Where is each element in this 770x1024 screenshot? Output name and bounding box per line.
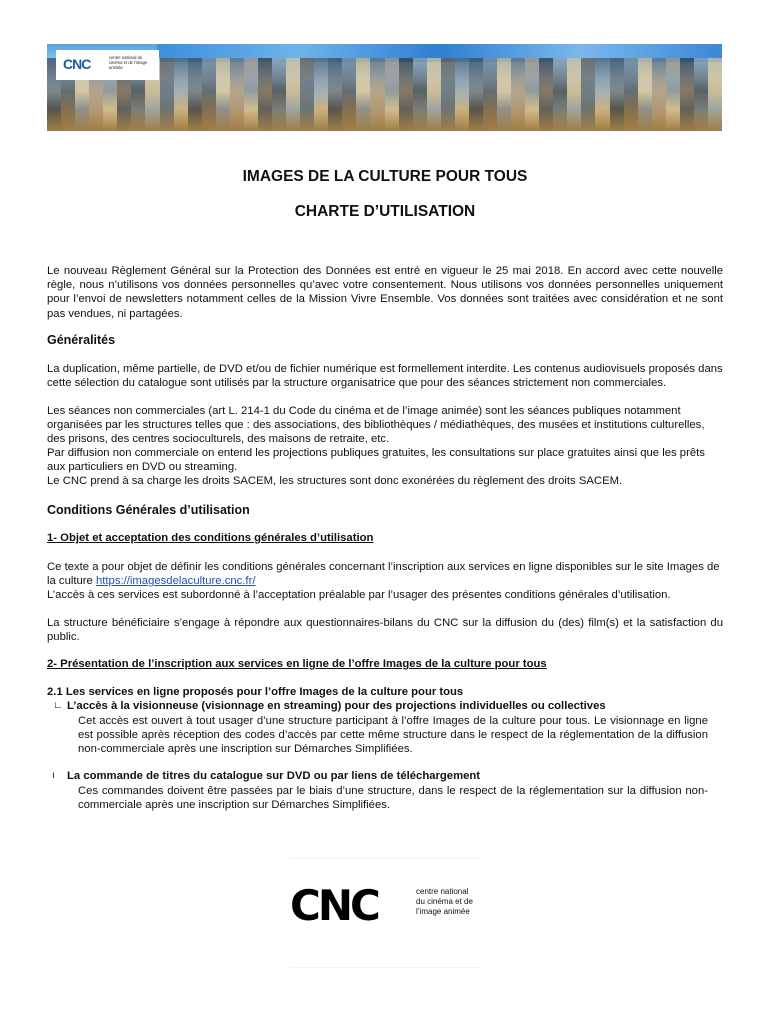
banner-strip-cell [525,58,539,131]
bullet-2-title: La commande de titres du catalogue sur DVD ou par liens de téléchargement [67,770,481,782]
section-1-p2: L’accès à ces services est subordonné à l’acceptation préalable par l’usager des présentes conditions générales d’utilisation. [47,589,671,601]
generalites-p4: Le CNC prend à sa charge les droits SACEM, les structures sont donc exonérées du règlement des droits SACEM. [47,475,623,487]
banner-strip-cell [188,58,202,131]
banner-strip-cell [399,58,413,131]
banner-strip-cell [539,58,553,131]
generalites-heading: Généralités [47,333,116,347]
banner-strip-cell [638,58,652,131]
banner-strip-cell [581,58,595,131]
banner-strip-cell [441,58,455,131]
cnc-logo [56,50,159,80]
logo-text: CNC [63,56,91,72]
banner-strip-cell [624,58,638,131]
footer-logo-subtitle [416,887,473,917]
banner-strip-cell [511,58,525,131]
banner-strip-cell [694,58,708,131]
banner-strip-cell [497,58,511,131]
banner-strip-cell [680,58,694,131]
page-title: IMAGES DE LA CULTURE POUR TOUS [242,168,528,185]
bullet-2-marker: ı [52,770,55,781]
bullet-2-text: Ces commandes doivent être passées par le biais d’une structure, dans le respect de la réglementation sur la diffusion non-commerciale après une inscription sur Démarches Simplifiées. [78,785,708,812]
banner-strip-cell [567,58,581,131]
banner-strip-cell [455,58,469,131]
images-culture-link[interactable]: https://imagesdelaculture.cnc.fr/ [95,575,256,588]
section-1-p1 [47,560,723,588]
footer-logo-line-2: du cinéma et de [416,897,473,906]
banner-strip-cell [174,58,188,131]
banner-strip-cell [595,58,609,131]
banner-strip-cell [342,58,356,131]
intro-paragraph: Le nouveau Règlement Général sur la Protection des Données est entré en vigueur le 25 mai 2018. En accord avec cette nouvelle règle, nous n’utilisons vos données personnelles qu’avec votre consentement. Nous utilisons vos données personnelles uniquement pour l’envoi de newsletters notamment celles de la Mission Vivre Ensemble. Vos données sont traitées avec considération et ne sont pas vendues, ni partagées. [47,265,723,320]
banner-strip-cell [666,58,680,131]
banner-strip-cell [610,58,624,131]
bullet-1-marker: ∟ [53,700,63,711]
banner-strip-cell [385,58,399,131]
banner-strip-cell [314,58,328,131]
banner-strip-cell [230,58,244,131]
banner-strip-cell [244,58,258,131]
banner-strip-cell [328,58,342,131]
banner-strip-cell [708,58,722,131]
banner-strip-cell [216,58,230,131]
banner-strip-cell [258,58,272,131]
banner-strip-cell [370,58,384,131]
bullet-1-text: Cet accès est ouvert à tout usager d’une structure participant à l’offre Images de la culture pour tous. Le visionnage en ligne est possible après réception des codes d’accès par cette même structure dans le respect de la réglementation de la diffusion non-commerciale après une inscription sur Démarches Simplifiées. [78,715,708,756]
banner-strip-cell [652,58,666,131]
section-2-title: 2- Présentation de l’inscription aux services en ligne de l’offre Images de la culture pour tous [47,658,547,670]
banner-strip-cell [300,58,314,131]
banner-strip-cell [469,58,483,131]
generalites-p1: La duplication, même partielle, de DVD et/ou de fichier numérique est formellement interdite. Les contenus audiovisuels proposés dans cette sélection du catalogue sont utilisés par la structure organisatrice que pour des séances strictement non commerciales. [47,363,723,390]
banner-strip-cell [553,58,567,131]
banner-strip-cell [286,58,300,131]
conditions-heading: Conditions Générales d’utilisation [47,503,250,517]
footer-logo-line-1: centre national [416,887,469,896]
logo-subtitle: centre national du cinéma et de l'image animée [109,55,148,70]
banner-strip-cell [160,58,174,131]
banner-strip-cell [413,58,427,131]
banner-strip-cell [202,58,216,131]
section-1-p1-text: Ce texte a pour objet de définir les conditions générales concernant l’inscription aux services en ligne disponibles sur le site Images de la culture [47,561,720,588]
bullet-1-title: L’accès à la visionneuse (visionnage en streaming) pour des projections individuelles ou collectives [67,700,606,712]
section-1-p3: La structure bénéficiaire s’engage à répondre aux questionnaires-bilans du CNC sur la diffusion du (des) film(s) et la satisfaction du public. [47,617,723,644]
footer-cnc-logo [290,881,485,930]
page-subtitle: CHARTE D’UTILISATION [294,203,476,220]
banner-strip-cell [272,58,286,131]
banner-strip-cell [356,58,370,131]
generalites-p2: Les séances non commerciales (art L. 214-1 du Code du cinéma et de l’image animée) sont les séances publiques notamment organisées par les structures telles que : des associations, des bibliothèques / médiathèques, des musées et institutions culturelles, des prisons, des centres socioculturels, des maisons de retraite, etc. [47,405,705,446]
footer-logo-line-3: l’image animée [416,907,470,916]
footer-logo-text: CNC [290,881,378,930]
banner-strip-cell [427,58,441,131]
generalites-p3: Par diffusion non commerciale on entend les projections publiques gratuites, les consultations sur place gratuites ainsi que les prêts aux particuliers en DVD ou streaming. [47,447,705,474]
banner-strip-cell [483,58,497,131]
section-1-title: 1- Objet et acceptation des conditions générales d’utilisation [47,532,374,544]
section-2-1-title: 2.1 Les services en ligne proposés pour l’offre Images de la culture pour tous [47,686,464,698]
